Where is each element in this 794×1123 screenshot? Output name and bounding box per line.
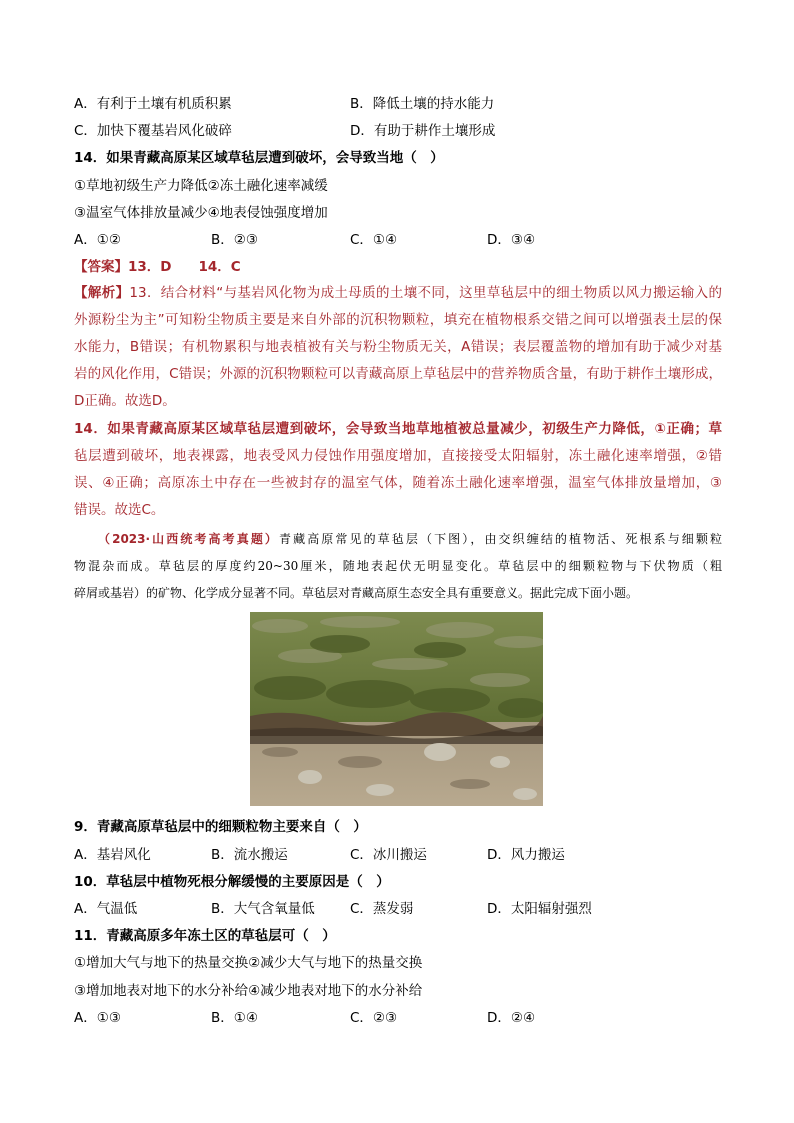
q14-option-b: B．②③ xyxy=(211,232,258,248)
grass-mat-photo xyxy=(250,612,543,806)
analysis-line: 【解析】13．结合材料“与基岩风化物为成土母质的土壤不同，这里草毡层中的细土物质以风力搬运输入的 xyxy=(74,285,723,301)
analysis-q13 xyxy=(74,280,722,415)
q10-stem: 10．草毡层中植物死根分解缓慢的主要原因是（ ） xyxy=(74,874,390,890)
q9-stem: 9．青藏高原草毡层中的细颗粒物主要来自（ ） xyxy=(74,819,367,835)
q11-option-c: C．②③ xyxy=(350,1010,398,1026)
q9-option-b: B．流水搬运 xyxy=(211,847,288,863)
q14-statements-2: ③温室气体排放量减少④地表侵蚀强度增加 xyxy=(74,205,328,221)
analysis-line: 错误。故选C。 xyxy=(74,502,165,518)
passage-line: （2023·山西统考高考真题）青藏高原常见的草毡层（下图），由交织缠结的植物活、死根系与细颗粒 xyxy=(98,532,722,546)
q10-option-a: A．气温低 xyxy=(74,901,138,917)
prev-option-a: A．有利于土壤有机质积累 xyxy=(74,96,232,112)
answer-line xyxy=(74,257,241,277)
passage-line: 碎屑或基岩）的矿物、化学成分显著不同。草毡层对青藏高原生态安全具有重要意义。据此完成下面小题。 xyxy=(74,586,639,600)
q10-option-b: B．大气含氧量低 xyxy=(211,901,315,917)
analysis-line: 外源粉尘为主”可知粉尘物质主要是来自外部的沉积物颗粒，填充在植物根系交错之间可以增强表土层的保 xyxy=(74,312,722,328)
q10-option-c: C．蒸发弱 xyxy=(350,901,414,917)
q14-stem: 14．如果青藏高原某区域草毡层遭到破坏，会导致当地（ ） xyxy=(74,150,444,166)
q11-option-a: A．①③ xyxy=(74,1010,121,1026)
prev-option-c: C．加快下覆基岩风化破碎 xyxy=(74,123,232,139)
analysis-label: 【解析】 xyxy=(74,285,130,301)
analysis-line: 14．如果青藏高原某区域草毡层遭到破坏，会导致当地草地植被总量减少，初级生产力降低，①正确；草 xyxy=(74,421,722,437)
prev-option-b: B．降低土壤的持水能力 xyxy=(350,96,495,112)
q11-option-d: D．②④ xyxy=(487,1010,536,1026)
q9-option-a: A．基岩风化 xyxy=(74,847,151,863)
q14-option-d: D．③④ xyxy=(487,232,536,248)
q11-option-b: B．①④ xyxy=(211,1010,258,1026)
q14-option-a: A．①② xyxy=(74,232,121,248)
analysis-line: 水能力，B错误；有机物累积与地表植被有关与粉尘物质无关，A错误；表层覆盖物的增加有助于减少对基 xyxy=(74,339,722,355)
q14-option-c: C．①④ xyxy=(350,232,398,248)
prev-option-d: D．有助于耕作土壤形成 xyxy=(350,123,496,139)
q14-statements-1: ①草地初级生产力降低②冻土融化速率减缓 xyxy=(74,178,328,194)
passage-line: 物混杂而成。草毡层的厚度约20~30厘米，随地表起伏无明显变化。草毡层中的细颗粒物与下伏物质（粗 xyxy=(74,559,722,573)
passage-intro xyxy=(74,526,722,607)
analysis-line: 岩的风化作用，C错误；外源的沉积物颗粒可以青藏高原上草毡层中的营养物质含量，有助于耕作土壤形成， xyxy=(74,366,722,382)
answer-text: 13．D 14．C xyxy=(128,259,241,275)
q10-option-d: D．太阳辐射强烈 xyxy=(487,901,592,917)
analysis-line: D正确。故选D。 xyxy=(74,393,176,409)
analysis-line: 毡层遭到破坏，地表裸露，地表受风力侵蚀作用强度增加，直接接受太阳辐射，冻土融化速率增强，②错 xyxy=(74,448,722,464)
q11-statements-1: ①增加大气与地下的热量交换②减少大气与地下的热量交换 xyxy=(74,955,423,971)
q9-option-d: D．风力搬运 xyxy=(487,847,565,863)
analysis-line: 误、④正确；高原冻土中存在一些被封存的温室气体，随着冻土融化速率增强，温室气体排放量增加，③ xyxy=(74,475,722,491)
passage-source: （2023·山西统考高考真题） xyxy=(98,532,280,546)
q11-statements-2: ③增加地表对地下的水分补给④减少地表对地下的水分补给 xyxy=(74,983,423,999)
answer-label: 【答案】 xyxy=(74,259,128,275)
analysis-q14 xyxy=(74,416,722,524)
q11-stem: 11．青藏高原多年冻土区的草毡层可（ ） xyxy=(74,928,336,944)
q9-option-c: C．冰川搬运 xyxy=(350,847,427,863)
